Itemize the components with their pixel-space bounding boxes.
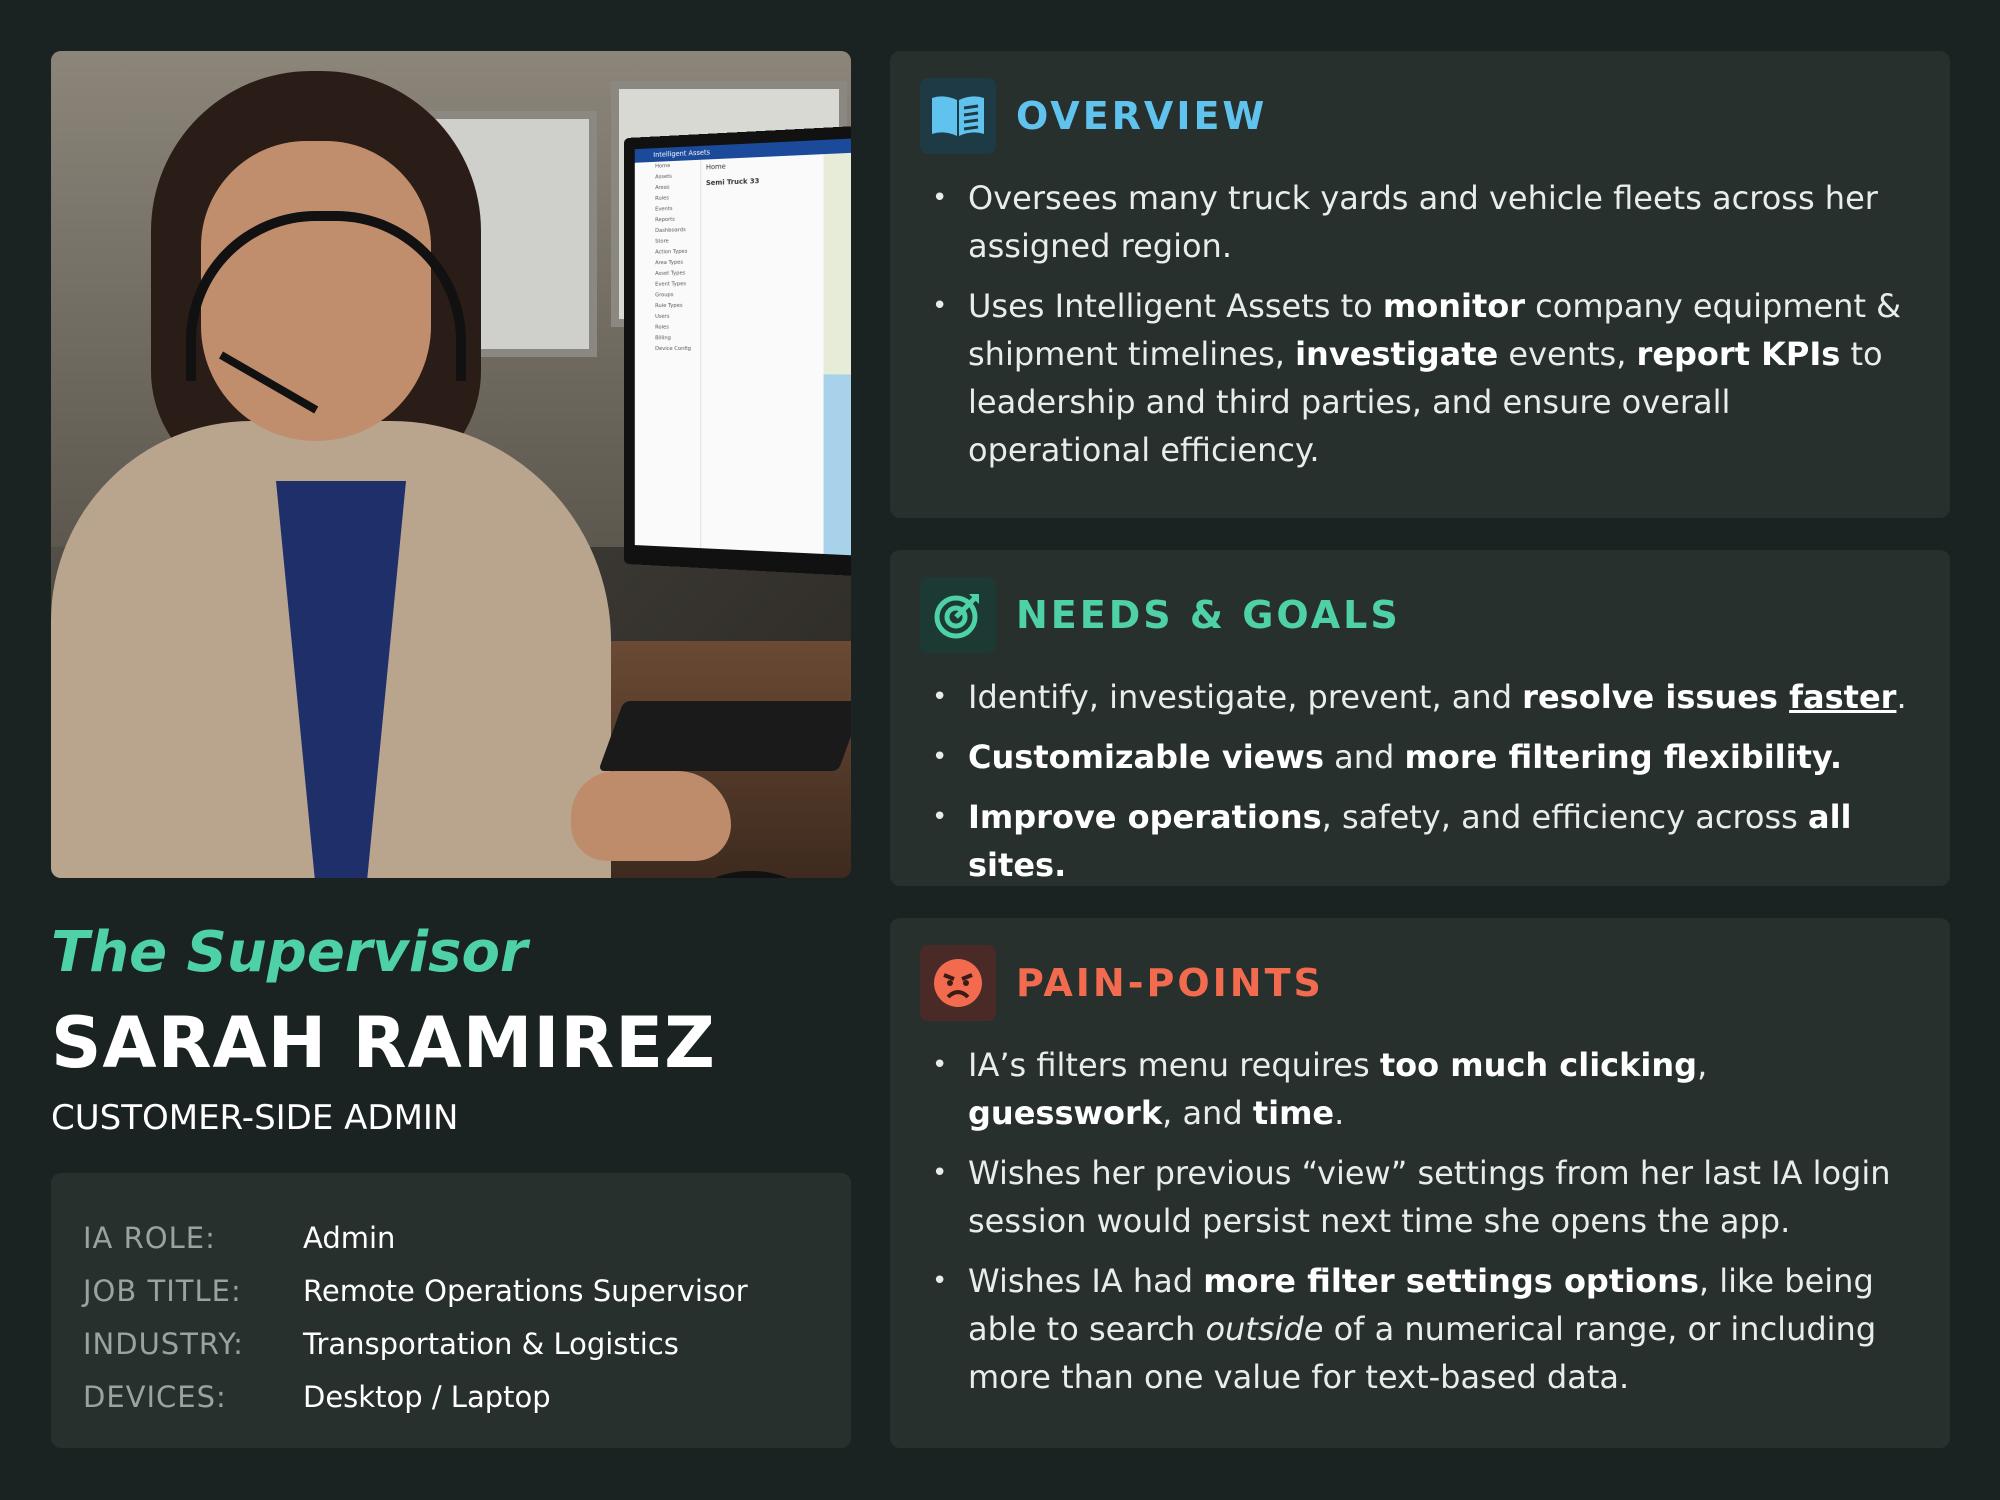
- bullet-text: more filtering flexibility.: [1404, 738, 1842, 776]
- app-nav-item: Rules: [655, 195, 669, 202]
- overview-header: [920, 76, 1920, 156]
- persona-name: SARAH RAMIREZ: [51, 1002, 716, 1084]
- needs-bullet: [920, 733, 1920, 781]
- bullet-text: guesswork: [968, 1094, 1163, 1132]
- app-nav-item: Assets: [655, 173, 672, 181]
- bullet-text: .: [1896, 678, 1907, 716]
- bullet-text: Customizable views: [968, 738, 1324, 776]
- bullet-text: , safety, and efficiency across: [1321, 798, 1808, 836]
- bullet-text: and: [1323, 738, 1405, 776]
- app-nav-item: Action Types: [655, 248, 688, 256]
- bullet-text: .: [1334, 1094, 1345, 1132]
- pain-list: [920, 1041, 1920, 1401]
- bullet-text: Improve operations: [968, 798, 1322, 836]
- app-nav-item: Store: [655, 238, 669, 245]
- angry-face-icon: [920, 945, 996, 1021]
- pain-bullet: [920, 1257, 1920, 1401]
- pain-card: [890, 918, 1950, 1448]
- bullet-text: Oversees many truck yards and vehicle fleets across her assigned region.: [968, 179, 1878, 265]
- info-value: Remote Operations Supervisor: [303, 1273, 748, 1308]
- app-nav-item: Events: [655, 206, 673, 213]
- info-label: IA ROLE:: [83, 1220, 216, 1255]
- app-nav-item: Roles: [655, 324, 669, 331]
- info-row: [83, 1370, 819, 1423]
- pain-header: [920, 943, 1920, 1023]
- app-screen: [635, 136, 851, 557]
- bullet-text: of a numerical range, or including more than one value for text-based data.: [968, 1310, 1877, 1396]
- app-map: [824, 151, 851, 557]
- needs-bullet: [920, 673, 1920, 721]
- bullet-text: ,: [1697, 1046, 1708, 1084]
- bullet-text: events,: [1498, 335, 1637, 373]
- bullet-text: all sites.: [968, 798, 1852, 884]
- app-nav-item: Event Types: [655, 281, 687, 288]
- bullet-text: monitor: [1382, 287, 1525, 325]
- needs-list: [920, 673, 1920, 889]
- app-sidebar: [635, 160, 701, 548]
- keyboard: [598, 701, 851, 771]
- info-label: JOB TITLE:: [83, 1273, 242, 1308]
- bullet-text: investigate: [1295, 335, 1499, 373]
- bullet-text: report KPIs: [1636, 335, 1841, 373]
- app-nav-item: Dashboards: [655, 227, 686, 235]
- map-sea: [824, 374, 851, 555]
- app-nav-item: Billing: [655, 335, 671, 342]
- info-value: Desktop / Laptop: [303, 1379, 551, 1414]
- needs-bullet: [920, 793, 1920, 889]
- info-label: INDUSTRY:: [83, 1326, 244, 1361]
- overview-card: [890, 51, 1950, 518]
- overview-title: OVERVIEW: [1016, 94, 1268, 138]
- app-nav-item: Device Config: [655, 346, 691, 352]
- app-result-title: Semi Truck 33: [705, 177, 760, 188]
- bullet-text: IA’s filters menu requires: [968, 1046, 1380, 1084]
- needs-card: [890, 550, 1950, 886]
- info-value: Transportation & Logistics: [303, 1326, 679, 1361]
- info-value: Admin: [303, 1220, 396, 1255]
- bullet-text: time: [1252, 1094, 1335, 1132]
- bullet-text: Wishes her previous “view” settings from her last IA login session would persist next time she opens the app.: [968, 1154, 1891, 1240]
- persona-subtitle: CUSTOMER-SIDE ADMIN: [51, 1098, 459, 1138]
- needs-title: NEEDS & GOALS: [1016, 593, 1401, 637]
- overview-list: [920, 174, 1920, 474]
- book-icon: [920, 78, 996, 154]
- app-nav-item: Groups: [655, 292, 674, 299]
- bullet-text: faster: [1789, 678, 1897, 716]
- needs-header: [920, 575, 1920, 655]
- bullet-text: outside: [1205, 1310, 1324, 1348]
- info-row: [83, 1264, 819, 1317]
- bullet-text: , like being able to search: [968, 1262, 1874, 1348]
- bullet-text: company equipment & shipment timelines,: [968, 287, 1902, 373]
- info-row: [83, 1317, 819, 1370]
- app-home-label: Home: [705, 162, 726, 172]
- overview-bullet: [920, 282, 1920, 474]
- app-nav-item: Reports: [655, 216, 675, 224]
- overview-bullet: [920, 174, 1920, 270]
- bullet-text: too much clicking: [1379, 1046, 1698, 1084]
- pain-bullet: [920, 1041, 1920, 1137]
- persona-photo: [51, 51, 851, 878]
- persona-role-title: The Supervisor: [51, 920, 528, 985]
- bullet-text: Uses Intelligent Assets to: [968, 287, 1383, 325]
- app-nav-item: Areas: [655, 184, 670, 192]
- app-panel: [702, 154, 819, 553]
- persona-info-card: [51, 1173, 851, 1448]
- app-nav-item: Area Types: [655, 259, 684, 267]
- bullet-text: , and: [1162, 1094, 1253, 1132]
- app-nav-item: Rule Types: [655, 302, 683, 310]
- info-label: DEVICES:: [83, 1379, 227, 1414]
- bullet-text: Wishes IA had: [968, 1262, 1204, 1300]
- app-nav-item: Users: [655, 313, 670, 320]
- app-title: Intelligent Assets: [635, 136, 851, 162]
- info-row: [83, 1211, 819, 1264]
- app-nav-item: Asset Types: [655, 270, 686, 277]
- pain-bullet: [920, 1149, 1920, 1245]
- monitor: [624, 123, 851, 578]
- bullet-text: Identify, investigate, prevent, and: [968, 678, 1523, 716]
- pain-title: PAIN-POINTS: [1016, 961, 1324, 1005]
- bullet-text: to leadership and third parties, and ensure overall operational efficiency.: [968, 335, 1883, 469]
- app-nav-item: Home: [655, 163, 671, 170]
- hand: [571, 771, 731, 861]
- bullet-text: resolve issues: [1522, 678, 1790, 716]
- target-icon: [920, 577, 996, 653]
- bullet-text: more filter settings options: [1203, 1262, 1699, 1300]
